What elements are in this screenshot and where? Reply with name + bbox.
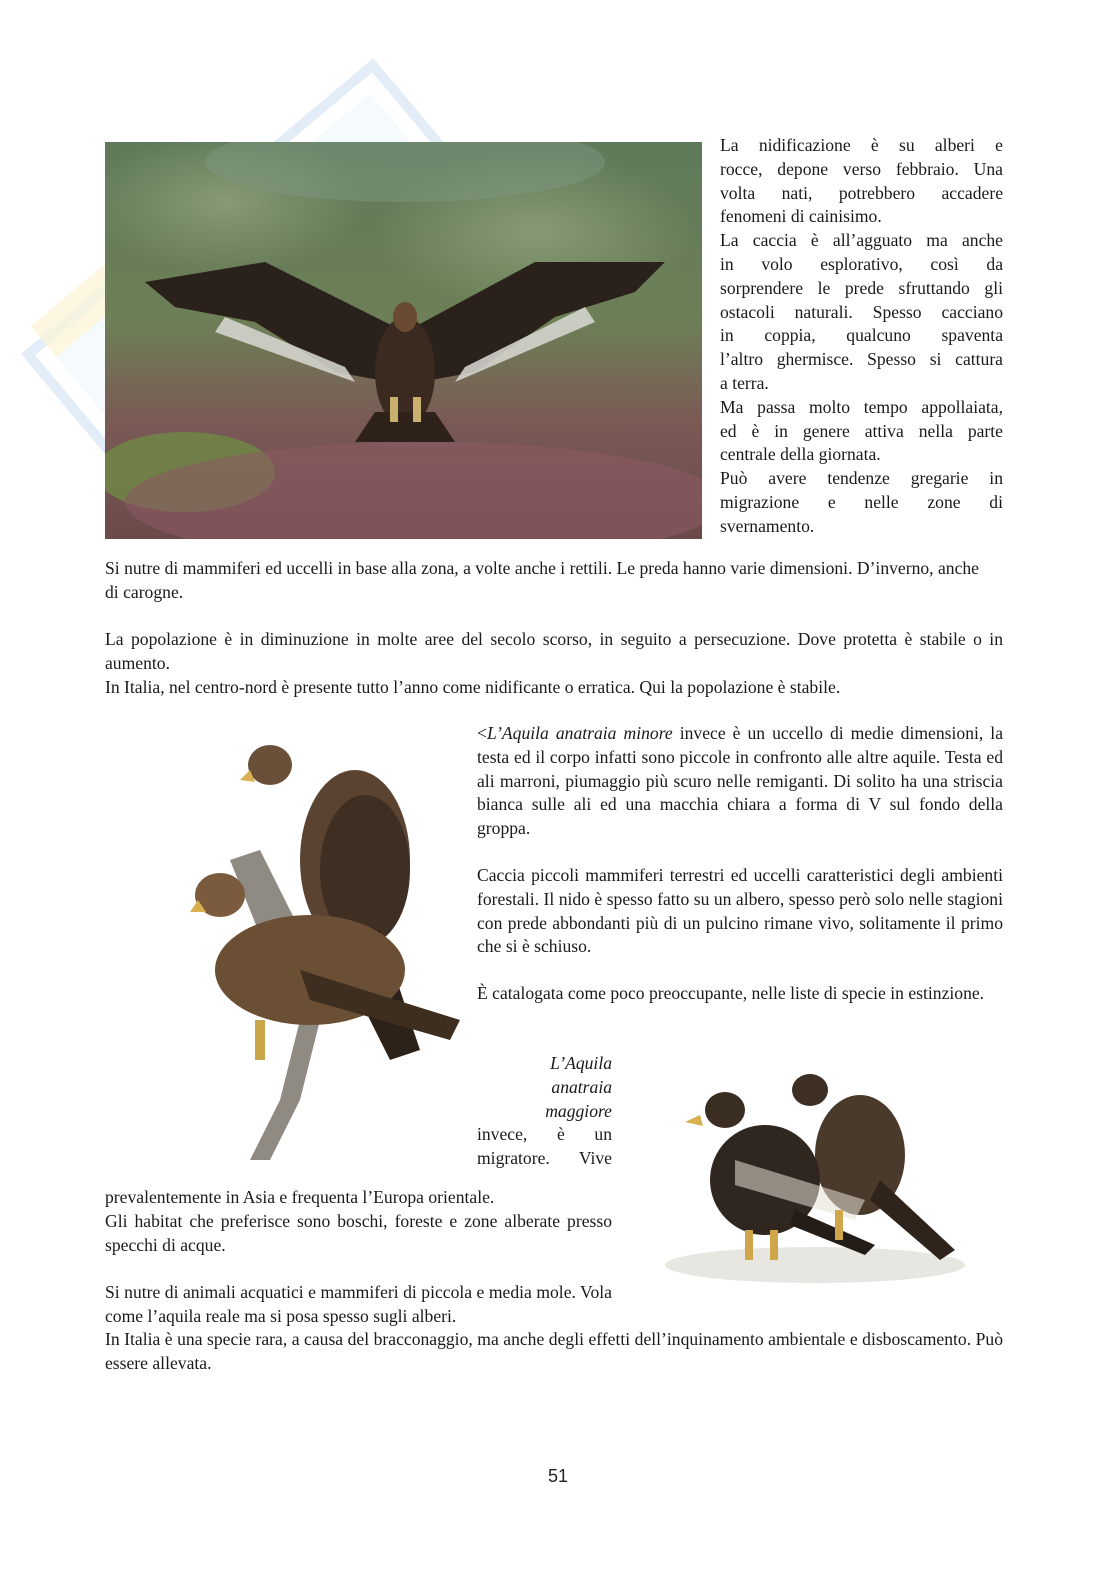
text-prefix: < bbox=[477, 723, 487, 743]
text-line: volta nati, potrebbero accadere bbox=[720, 182, 1003, 203]
greater-spotted-eagle-intro bbox=[477, 1052, 612, 1171]
species-name-line: maggiore bbox=[545, 1100, 612, 1121]
text-line: ed è in genere attiva nella parte bbox=[720, 420, 1003, 441]
text-line: migrazione e nelle zone di bbox=[720, 491, 1003, 512]
text-line: ostacoli naturali. Spesso cacciano bbox=[720, 301, 1003, 322]
diet-paragraph: Si nutre di mammiferi ed uccelli in base alla zona, a volte anche i rettili. Le preda hanno varie dimensioni. D’inverno, anche di carogne. bbox=[105, 558, 979, 602]
text-line: Può avere tendenze gregarie in bbox=[720, 468, 1003, 489]
text-line: sorprendere le prede sfruttando gli bbox=[720, 277, 1003, 298]
lesser-spotted-eagle-hunting: Caccia piccoli mammiferi terrestri ed uccelli caratteristici degli ambienti forestali. Il nido è spesso fatto su un albero, spesso però solo nelle stagioni con prede abbondanti più di un pulcino rimane vivo, solitamente il primo che si è schiuso. bbox=[477, 865, 1003, 957]
species-name-line: L’Aquila bbox=[550, 1053, 612, 1073]
text-line: La caccia è all’agguato ma anche bbox=[720, 230, 1003, 251]
greater-spotted-eagle-habitat: Gli habitat che preferisce sono boschi, foreste e zone alberate presso specchi di acque. bbox=[105, 1211, 612, 1255]
golden-eagle-photo bbox=[105, 142, 702, 539]
page-number: 51 bbox=[547, 1466, 569, 1486]
description-text: invece è un uccello di medie dimensioni, la testa ed il corpo infatti sono piccole in confronto alle altre aquile. Testa ed ali marroni, piumaggio più scuro nelle remiganti. Di solito ha una striscia bianca sulle ali ed una macchia chiara a forma di V sul fondo della groppa. bbox=[477, 723, 1003, 839]
italy-paragraph: In Italia, nel centro-nord è presente tutto l’anno come nidificante o erratica. Qui la popolazione è stabile. bbox=[105, 677, 841, 697]
text-line: in volo esplorativo, così da bbox=[720, 253, 1003, 274]
text-line: a terra. bbox=[720, 372, 769, 393]
species-name-lesser: L’Aquila anatraia minore bbox=[486, 723, 673, 743]
greater-spotted-eagle-italy: In Italia è una specie rara, a causa del bracconaggio, ma anche degli effetti dell’inquinamento ambientale e disboscamento. Può essere allevata. bbox=[105, 1329, 1003, 1373]
lesser-spotted-eagle-description bbox=[477, 722, 1003, 841]
text-line: invece, è un bbox=[477, 1124, 612, 1145]
greater-spotted-eagle-illustration bbox=[645, 1060, 985, 1310]
nesting-hunting-text bbox=[720, 134, 1003, 539]
text-line: rocce, depone verso febbraio. Una bbox=[720, 158, 1003, 179]
text-line: fenomeni di cainisimo. bbox=[720, 206, 882, 227]
text-line: migratore. Vive bbox=[477, 1148, 612, 1169]
species-name-line: anatraia bbox=[551, 1076, 612, 1097]
text-line: La nidificazione è su alberi e bbox=[720, 135, 1003, 155]
population-paragraph: La popolazione è in diminuzione in molte aree del secolo scorso, in seguito a persecuzione. Dove protetta è stabile o in aumento. bbox=[105, 629, 1003, 673]
greater-spotted-eagle-range: prevalentemente in Asia e frequenta l’Europa orientale. bbox=[105, 1187, 495, 1207]
text-line: in coppia, qualcuno spaventa bbox=[720, 325, 1003, 346]
lesser-spotted-eagle-status: È catalogata come poco preoccupante, nelle liste di specie in estinzione. bbox=[477, 983, 985, 1003]
text-line: Ma passa molto tempo appollaiata, bbox=[720, 396, 1003, 417]
text-line: svernamento. bbox=[720, 515, 815, 536]
lesser-spotted-eagle-illustration bbox=[160, 720, 462, 1165]
text-line: l’altro ghermisce. Spesso si cattura bbox=[720, 349, 1003, 370]
text-line: centrale della giornata. bbox=[720, 444, 881, 465]
greater-spotted-eagle-food: Si nutre di animali acquatici e mammiferi di piccola e media mole. Vola come l’aquila reale ma si posa spesso sugli alberi. bbox=[105, 1282, 612, 1326]
